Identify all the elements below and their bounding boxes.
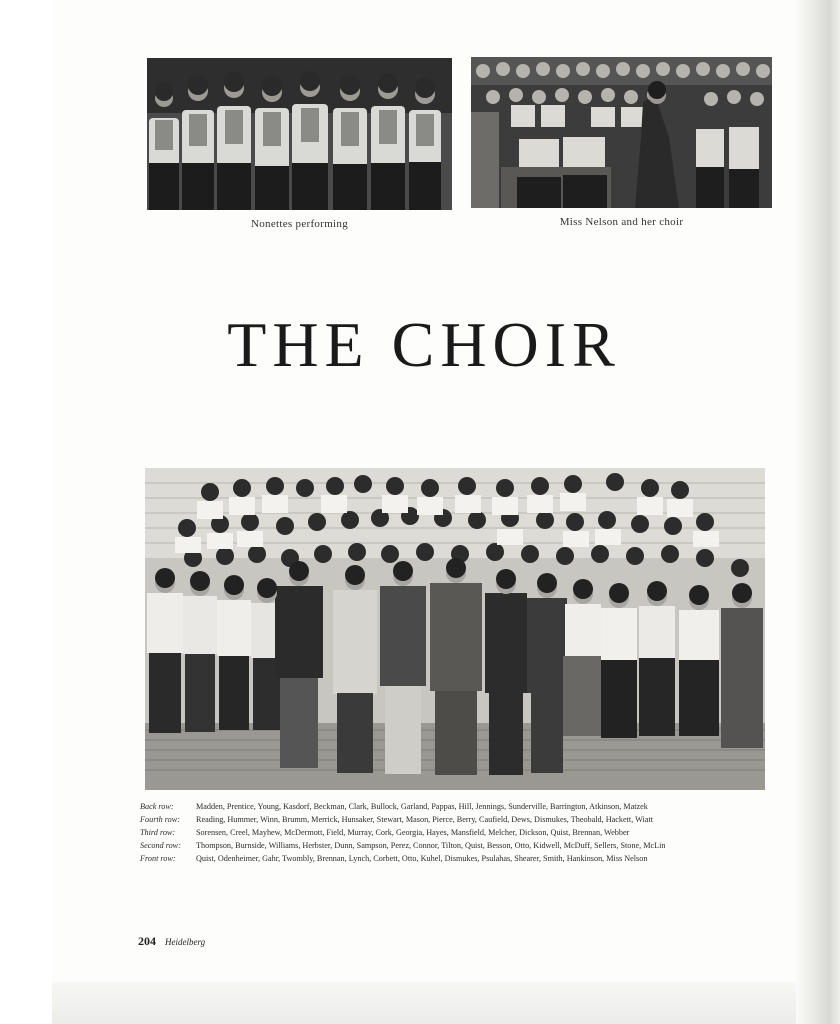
- roster-row-label: Third row:: [140, 828, 176, 837]
- roster-row-names: Madden, Prentice, Young, Kasdorf, Beckman, Clark, Bullock, Garland, Pappas, Hill, Jennings, Sunderville, Barrington, Atkinson, Matzek: [196, 802, 648, 811]
- roster-row-names: Quist, Odenheimer, Gahr, Twombly, Brennan, Lynch, Corbett, Otto, Kuhel, Dismukes, Psulahas, Shearer, Smith, Hankinson, Miss Nelson: [196, 854, 648, 863]
- roster-row-third: [140, 826, 770, 839]
- roster-row-second: [140, 839, 770, 852]
- roster-row-names: Thompson, Burnside, Williams, Herbster, Dunn, Sampson, Perez, Connor, Tilton, Quist, Besson, Otto, Kidwell, McDuff, Sellers, Stone, McLin: [196, 841, 666, 850]
- page-margin: [0, 0, 52, 1024]
- roster-row-label: Fourth row:: [140, 815, 180, 824]
- photo-nonettes: [147, 58, 452, 210]
- roster-row-label: Front row:: [140, 854, 176, 863]
- photo-choir-group: [145, 468, 765, 790]
- roster-row-label: Back row:: [140, 802, 174, 811]
- page-gutter-shadow: [796, 0, 840, 1024]
- roster-row-fourth: [140, 813, 770, 826]
- roster-row-front: [140, 852, 770, 865]
- roster-row-names: Reading, Hummer, Winn, Brumm, Merrick, Hunsaker, Stewart, Mason, Pierce, Berry, Caufield, Dews, Dismukes, Theobald, Hackett, Wiatt: [196, 815, 654, 824]
- photo-miss-nelson-choir: [471, 57, 772, 208]
- roster-row-label: Second row:: [140, 841, 181, 850]
- page-bottom-edge: [52, 982, 796, 1024]
- page-title: THE CHOIR: [227, 309, 621, 380]
- running-title: Heidelberg: [165, 937, 206, 947]
- page-number: 204: [138, 934, 156, 948]
- page-folio: [138, 934, 205, 949]
- caption-miss-nelson-choir: Miss Nelson and her choir: [559, 216, 684, 228]
- caption-nonettes: Nonettes performing: [250, 218, 349, 230]
- choir-roster: [140, 800, 770, 865]
- roster-row-back: [140, 800, 770, 813]
- roster-row-names: Sorensen, Creel, Mayhew, McDermott, Field, Murray, Cork, Georgia, Hayes, Mansfield, Melcher, Dickson, Quist, Brennan, Webber: [196, 828, 630, 837]
